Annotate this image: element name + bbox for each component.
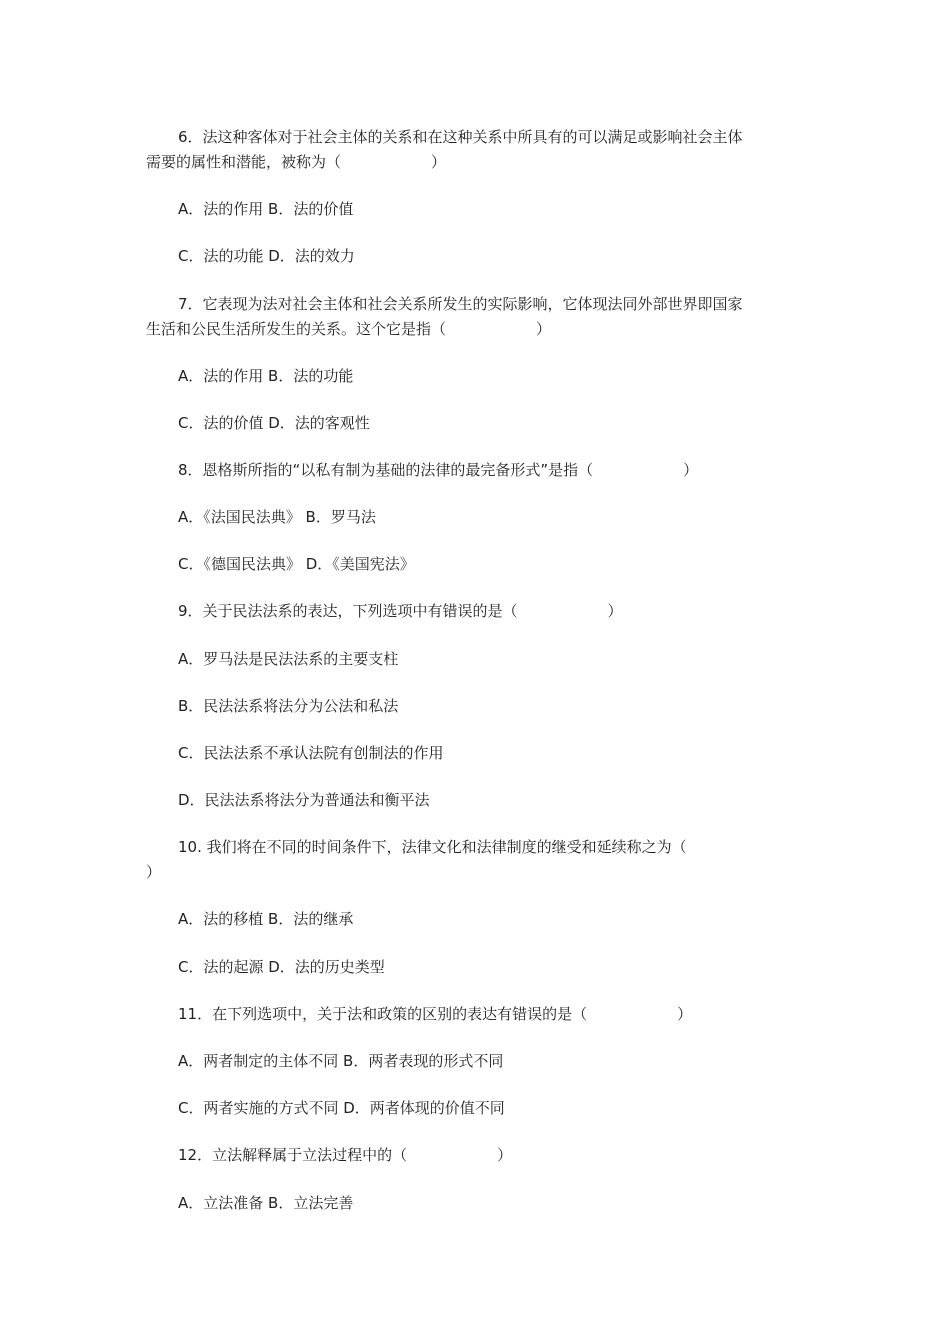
question-8-option-cd: C．《德国民法典》 D．《美国宪法》 <box>178 555 415 573</box>
question-6-option-ab: A．法的作用 B．法的价值 <box>178 200 354 218</box>
question-10-option-ab: A．法的移植 B．法的继承 <box>178 910 354 928</box>
question-8-text: 8．恩格斯所指的“以私有制为基础的法律的最完备形式”是指（ ） <box>178 461 699 479</box>
question-11-text: 11．在下列选项中，关于法和政策的区别的表达有错误的是（ ） <box>178 1005 693 1023</box>
question-11-option-cd: C．两者实施的方式不同 D．两者体现的价值不同 <box>178 1099 505 1117</box>
question-10-text: 10. 我们将在不同的时间条件下，法律文化和法律制度的继受和延续称之为（ <box>178 838 687 856</box>
question-6-option-cd: C．法的功能 D．法的效力 <box>178 247 355 265</box>
question-12-text: 12．立法解释属于立法过程中的（ ） <box>178 1146 513 1164</box>
question-7-text-continued: 生活和公民生活所发生的关系。这个它是指（ ） <box>146 320 552 338</box>
question-11-option-ab: A．两者制定的主体不同 B．两者表现的形式不同 <box>178 1052 504 1070</box>
question-6-text-continued: 需要的属性和潜能，被称为（ ） <box>146 153 447 171</box>
question-9-option-a: A．罗马法是民法法系的主要支柱 <box>178 650 399 668</box>
question-7-option-cd: C．法的价值 D．法的客观性 <box>178 414 370 432</box>
question-9-option-d: D．民法法系将法分为普通法和衡平法 <box>178 791 430 809</box>
question-6-text: 6．法这种客体对于社会主体的关系和在这种关系中所具有的可以满足或影响社会主体 <box>178 128 743 146</box>
question-12-option-ab: A．立法准备 B．立法完善 <box>178 1194 354 1212</box>
question-9-option-b: B．民法法系将法分为公法和私法 <box>178 697 399 715</box>
question-9-option-c: C．民法法系不承认法院有创制法的作用 <box>178 744 444 762</box>
question-10-option-cd: C．法的起源 D．法的历史类型 <box>178 958 385 976</box>
question-8-option-ab: A．《法国民法典》 B．罗马法 <box>178 508 376 526</box>
question-7-option-ab: A．法的作用 B．法的功能 <box>178 367 354 385</box>
question-9-text: 9．关于民法法系的表达，下列选项中有错误的是（ ） <box>178 602 623 620</box>
question-7-text: 7．它表现为法对社会主体和社会关系所发生的实际影响，它体现法同外部世界即国家 <box>178 295 743 313</box>
question-10-text-continued: ） <box>146 863 162 881</box>
